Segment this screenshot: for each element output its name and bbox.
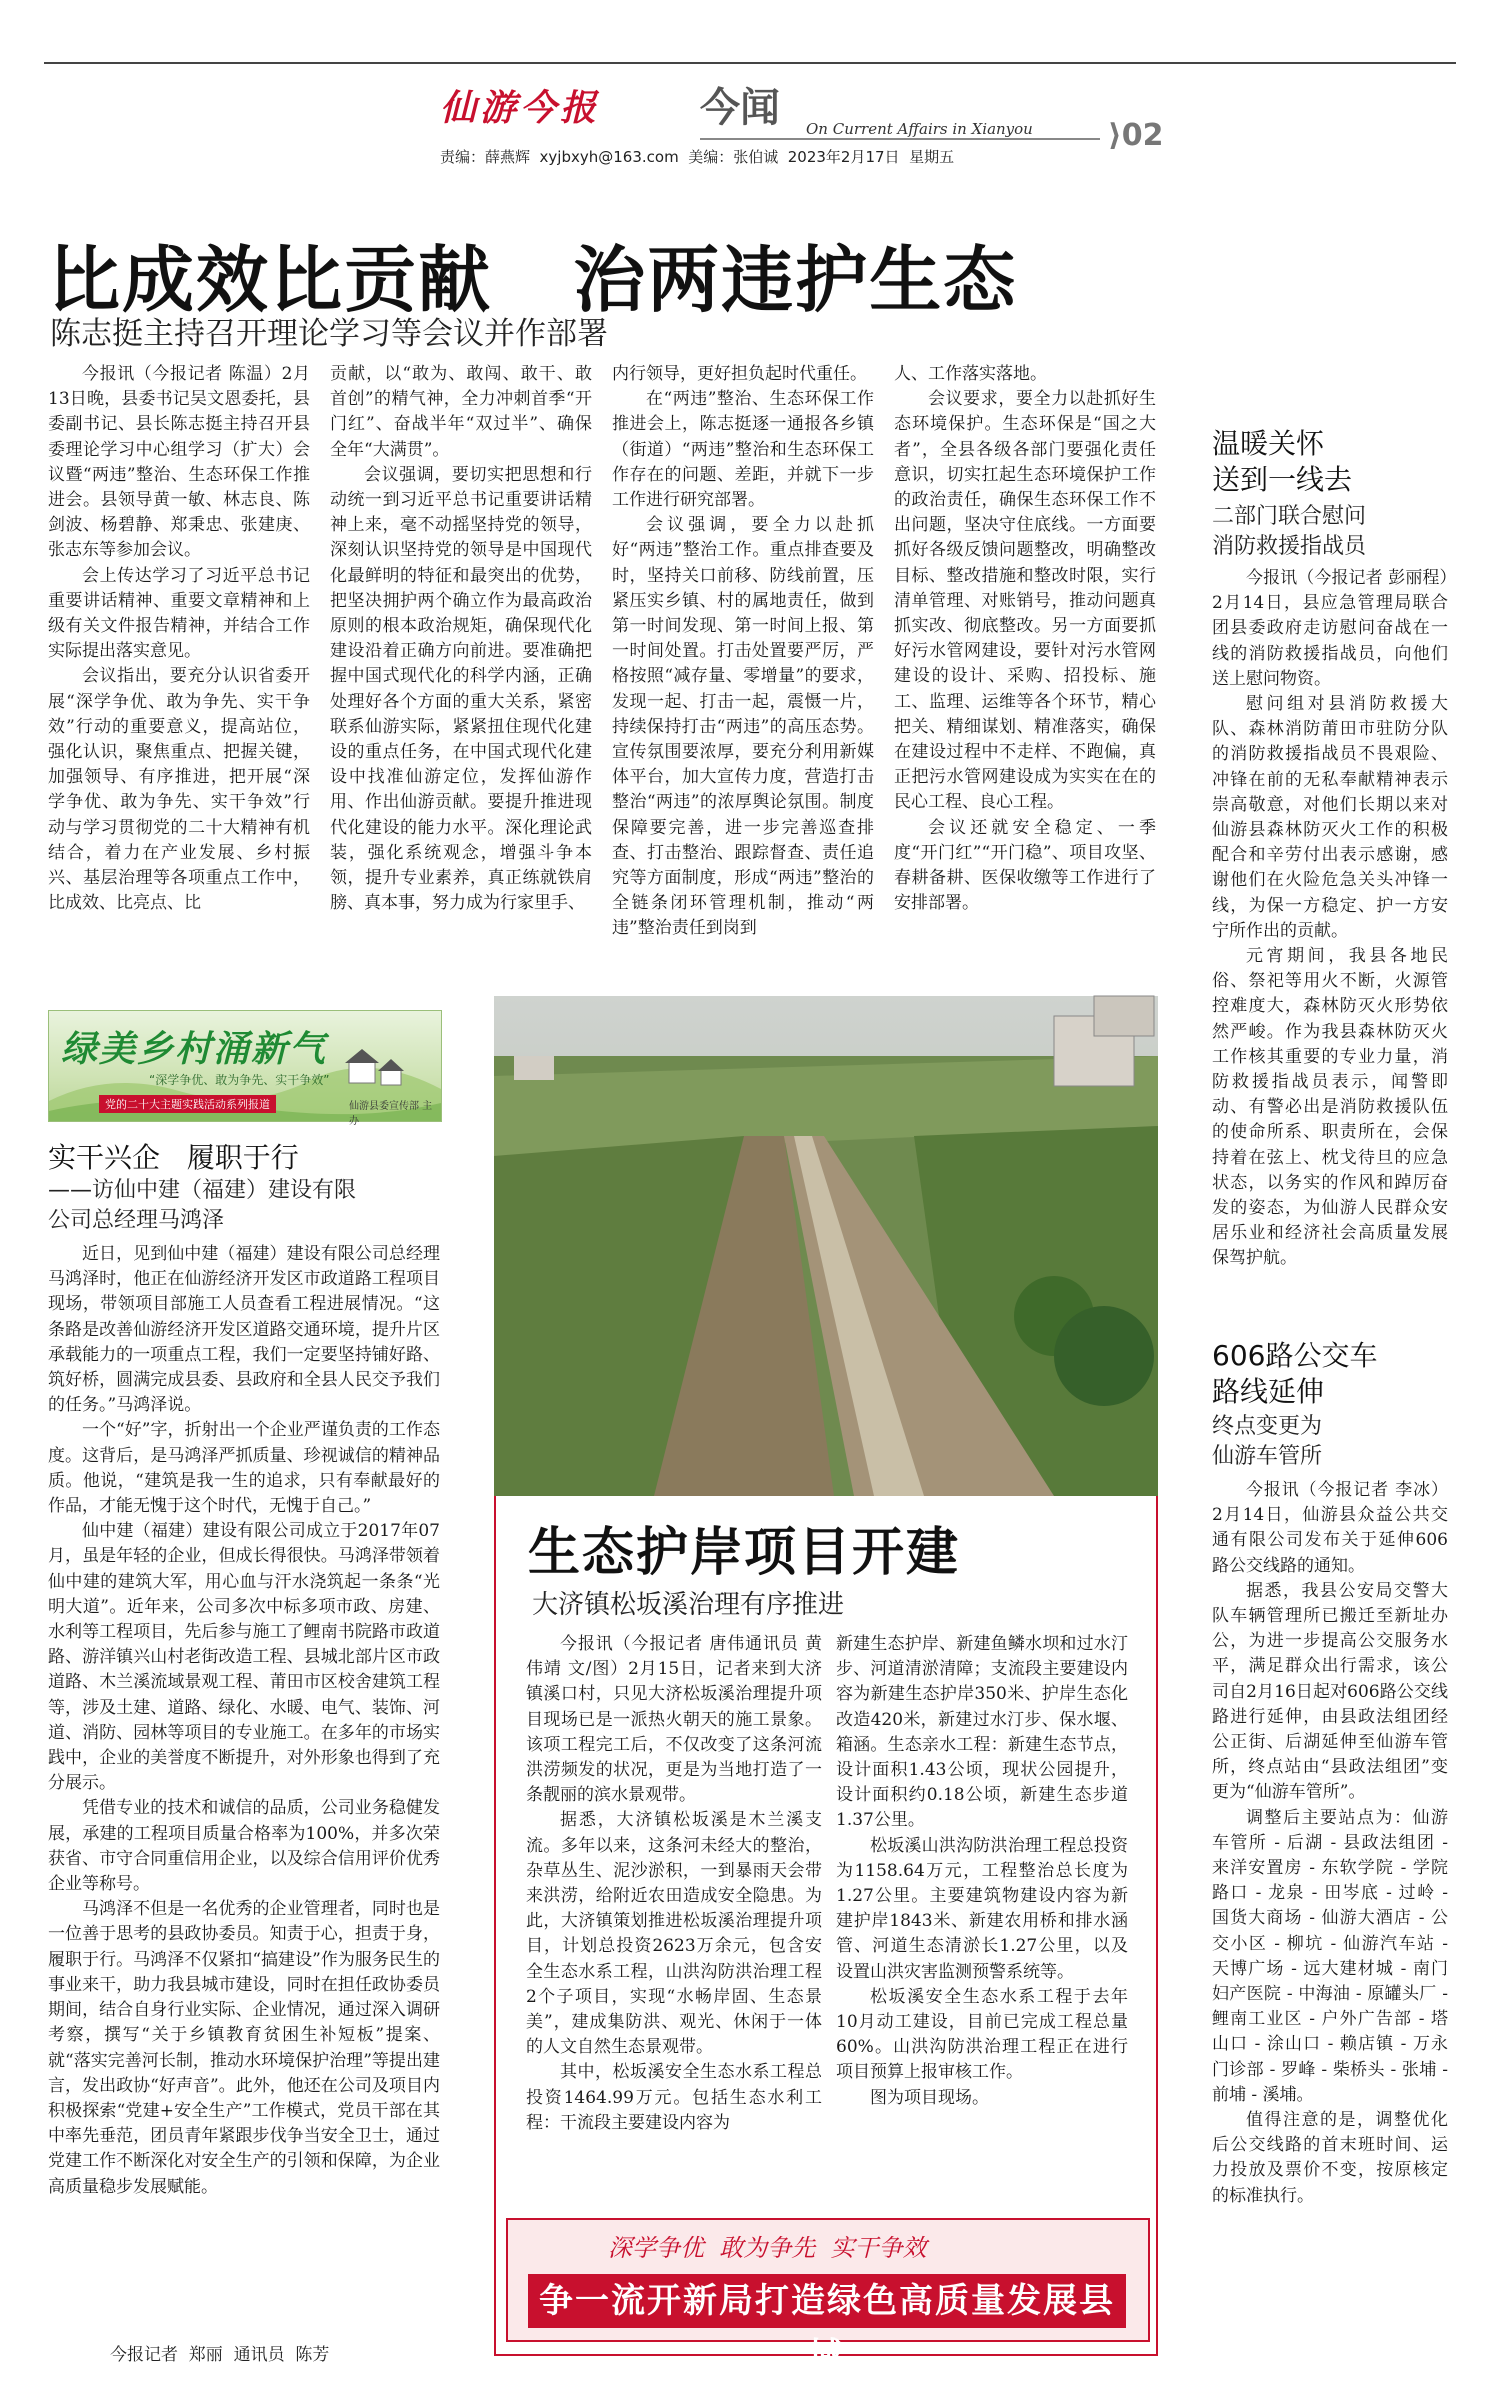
paragraph: 马鸿泽不但是一名优秀的企业管理者，同时也是一位善于思考的县政协委员。知责于心，担责于身，履职于行。马鸿泽不仅紧扣“搞建设”作为服务民生的事业来干，助力我县城市建设，同时在担任政协委员期间，结合自身行业实际、企业情况，通过深入调研考察，撰写“关于乡镇教育贫困生补短板”提案、就“落实完善河长制，推动水环境保护治理”等提出建言，发出政协“好声音”。此外，他还在公司及项目内积极探索“党建+安全生产”工作模式，党员干部在其中率先垂范，团员青年紧跟步伐争当安全卫士，通过党建工作不断深化对安全生产的引领和保障，为企业高质量稳步发展赋能。 bbox=[48, 1899, 440, 2197]
fire-body bbox=[1212, 566, 1448, 1280]
paragraph: 元宵期间，我县各地民俗、祭祀等用火不断，火源管控难度大，森林防灭火形势依然严峻。作为我县森林防灭火工作核其重要的专业力量，消防救援指战员表示，闻警即动、有警必出是消防救援队伍的使命所系、职责所在，会保持着在弦上、枕戈待旦的应急状态，以务实的作风和踔厉奋发的姿态，为仙游人民群众安居乐业和经济社会高质量发展保驾护航。 bbox=[1212, 946, 1448, 1269]
masthead-meta: 责编：薛燕辉 xyjbxyh@163.com 美编：张伯诚 2023年2月17日 星期五 bbox=[440, 148, 955, 166]
rural-banner-series: 党的二十大主题实践活动系列报道 bbox=[99, 1095, 276, 1113]
paragraph: 今报讯（今报记者 唐伟通讯员 黄伟靖 文/图）2月15日，记者来到大济镇溪口村，只见大济松坂溪治理提升项目现场已是一派热火朝天的施工景象。该项工程完工后，不仅改变了这条河流洪涝频发的状况，更是为当地打造了一条靓丽的滨水景观带。 bbox=[526, 1634, 822, 1806]
slogan-bottom: 争一流开新局打造绿色高质量发展县域 bbox=[528, 2274, 1126, 2328]
bus-sub-line-2: 仙游车管所 bbox=[1212, 1444, 1323, 1469]
section-title-en: On Current Affairs in Xianyou bbox=[806, 120, 1033, 138]
paragraph: 会上传达学习了习近平总书记重要讲话精神、重要文章精神和上级有关文件报告精神，并结合工作实际提出落实意见。 bbox=[48, 565, 310, 662]
photo-caption: 图为项目现场。 bbox=[870, 2087, 989, 2108]
paragraph: 内行领导，更好担负起时代重任。 bbox=[612, 364, 867, 384]
paragraph: 近日，见到仙中建（福建）建设有限公司总经理马鸿泽时，他正在仙游经济开发区市政道路工程项目现场，带领项目部施工人员查看工程进展情况。“这条路是改善仙游经济开发区道路交通环境，提升片区承载能力的一项重点工程，我们一定要坚持铺好路、筑好桥，圆满完成县委、县政府和全县人民交予我们的任务。”马鸿泽说。 bbox=[48, 1244, 440, 1416]
paragraph: 贡献，以“敢为、敢闯、敢干、敢首创”的精气神，全力冲刺首季“开门红”、奋战半年“双过半”、确保全年“大满贯”。 bbox=[330, 364, 592, 460]
lead-column-2 bbox=[330, 362, 592, 922]
paragraph: 今报讯（今报记者 李冰）2月14日，仙游县众益公共交通有限公司发布关于延伸606路公交线路的通知。 bbox=[1212, 1480, 1448, 1576]
rural-byline: 今报记者 郑丽 通讯员 陈芳 bbox=[110, 2345, 330, 2365]
section-title: 今闻 bbox=[700, 84, 780, 131]
eco-column-1 bbox=[526, 1632, 822, 2184]
fire-sub-line-1: 二部门联合慰问 bbox=[1212, 504, 1367, 529]
rural-banner-title: 绿美乡村涌新气 bbox=[61, 1028, 328, 1070]
page-number-text: 02 bbox=[1121, 118, 1164, 153]
paragraph: 会议指出，要充分认识省委开展“深学争优、敢为争先、实干争效”行动的重要意义，提高站位，强化认识，聚焦重点、把握关键，加强领导、有序推进，把开展“深学争优、敢为争先、实干争效”行动与学习贯彻党的二十大精神有机结合，着力在产业发展、乡村振兴、基层治理等各项重点工作中，比成效、比亮点、比 bbox=[48, 666, 310, 914]
lead-subheadline: 陈志挺主持召开理论学习等会议并作部署 bbox=[50, 316, 608, 352]
rural-body bbox=[48, 1242, 440, 2340]
bus-body bbox=[1212, 1478, 1448, 2358]
rural-banner bbox=[48, 1010, 442, 1127]
bus-sub-line-1: 终点变更为 bbox=[1212, 1414, 1323, 1439]
eco-column-2 bbox=[836, 1632, 1128, 2184]
lead-column-4 bbox=[894, 362, 1156, 922]
paragraph: 会议强调，要切实把思想和行动统一到习近平总书记重要讲话精神上来，毫不动摇坚持党的领导，深刻认识坚持党的领导是中国现代化最鲜明的特征和最突出的优势，把坚决拥护两个确立作为最高政治原则的根本政治规矩，确保现代化建设沿着正确方向前进。要准确把握中国式现代化的科学内涵，正确处理好各个方面的重大关系，紧密联系仙游实际，紧紧扭住现代化建设的重点任务，在中国式现代化建设中找准仙游定位，发挥仙游作用、作出仙游贡献。要提升推进现代化建设的能力水平。深化理论武装，强化系统观念，增强斗争本领，提升专业素养，真正练就铁肩膀、真本事，努力成为行家里手、 bbox=[330, 464, 592, 914]
lead-column-1 bbox=[48, 362, 310, 922]
bus-title-line-2: 路线延伸 bbox=[1212, 1375, 1325, 1408]
paragraph: 仙中建（福建）建设有限公司成立于2017年07月，虽是年轻的企业，但成长得很快。马鸿泽带领着仙中建的建筑大军，用心血与汗水浇筑起一条条“光明大道”。近年来，公司多次中标多项市政、房建、水利等工程项目，先后参与施工了鲤南书院路市政道路、游洋镇兴山村老街改造工程、县城北部片区市政道路、木兰溪流域景观工程、莆田市区校舍建筑工程等，涉及土建、道路、绿化、水暖、电气、装饰、河道、消防、园林等项目的专业施工。在多年的市场实践中，企业的美誉度不断提升，对外形象也得到了充分展示。 bbox=[48, 1521, 440, 1794]
page-chevron-icon: ⟩ bbox=[1108, 118, 1122, 153]
bus-subheadline bbox=[1212, 1412, 1322, 1472]
paragraph: 会议强调，要全力以赴抓好“两违”整治工作。重点排查要及时，坚持关口前移、防线前置，压紧压实乡镇、村的属地责任，做到第一时间发现、第一时间上报、第一时间处置。打击处置要严厉，严格按照“减存量、零增量”的要求，发现一起、打击一起，震慑一片，持续保持打击“两违”的高压态势。宣传氛围要浓厚，要充分利用新媒体平台，加大宣传力度，营造打击整治“两违”的浓厚舆论氛围。制度保障要完善，进一步完善巡查排查、打击整治、跟踪督查、责任追究等方面制度，形成“两违”整治的全链条闭环管理机制，推动“两违”整治责任到岗到 bbox=[612, 515, 874, 939]
paragraph: 人、工作落实落地。 bbox=[894, 364, 1047, 384]
slogan-top: 深学争优 敢为争先 实干争效 bbox=[608, 2234, 927, 2262]
slogan-banner bbox=[506, 2218, 1150, 2375]
paragraph: 会议还就安全稳定、一季度“开门红”“开门稳”、项目攻坚、春耕备耕、医保收缴等工作进行了安排部署。 bbox=[894, 817, 1156, 914]
paragraph: 据悉，大济镇松坂溪是木兰溪支流。多年以来，这条河未经大的整治，杂草丛生、泥沙淤积，一到暴雨天会带来洪涝，给附近农田造成安全隐患。为此，大济镇策划推进松坂溪治理提升项目，计划总投资2623万余元，包含安全生态水系工程，山洪沟防洪治理工程2个子项目，实现“水畅岸固、生态景美”，建成集防洪、观光、休闲于一体的人文自然生态景观带。 bbox=[526, 1810, 822, 2058]
paragraph: 慰问组对县消防救援大队、森林消防莆田市驻防分队的消防救援指战员不畏艰险、冲锋在前的无私奉献精神表示崇高敬意，对他们长期以来对仙游县森林防灭火工作的积极配合和辛劳付出表示感谢，感谢他们在火险危急关头冲锋一线，为保一方稳定、护一方安宁所作出的贡献。 bbox=[1212, 694, 1448, 941]
fire-title-line-1: 温暖关怀 bbox=[1212, 427, 1325, 460]
paragraph: 值得注意的是，调整优化后公交线路的首末班时间、运力投放及票价不变，按原核定的标准执行。 bbox=[1212, 2110, 1448, 2206]
eco-subheadline: 大济镇松坂溪治理有序推进 bbox=[532, 1590, 845, 1620]
page-number bbox=[1108, 118, 1163, 153]
bus-title-line-1: 606路公交车 bbox=[1212, 1339, 1378, 1372]
paragraph: 一个“好”字，折射出一个企业严谨负责的工作态度。这背后，是马鸿泽严抓质量、珍视诚信的精神品质。他说，“建筑是我一生的追求，只有奉献最好的作品，才能无愧于这个时代，无愧于自己。” bbox=[48, 1420, 440, 1517]
rural-subheadline bbox=[48, 1176, 356, 1236]
paragraph: 松坂溪山洪沟防洪治理工程总投资为1158.64万元，工程整治总长度为1.27公里。主要建筑物建设内容为新建护岸1843米、新建农用桥和排水涵管、河道生态清淤长1.27公里，以及设置山洪灾害监测预警系统等。 bbox=[836, 1835, 1128, 1982]
rural-headline: 实干兴企 履职于行 bbox=[48, 1141, 299, 1174]
fire-headline bbox=[1212, 426, 1352, 498]
paragraph: 在“两违”整治、生态环保工作推进会上，陈志挺逐一通报各乡镇（街道）“两违”整治和生态环保工作存在的问题、差距，并就下一步工作进行研究部署。 bbox=[612, 389, 874, 511]
river-project-photo bbox=[494, 996, 1158, 1496]
rural-banner-org: 仙游县委宣传部 主办 bbox=[349, 1101, 433, 1127]
bus-headline bbox=[1212, 1338, 1377, 1410]
rural-banner-small: “深学争优、敢为争先、实干争效” bbox=[149, 1073, 330, 1087]
paragraph: 调整后主要站点为：仙游车管所 - 后湖 - 县政法组团 - 来洋安置房 - 东软学院 - 学院路口 - 龙泉 - 田岑底 - 过岭 - 国货大商场 - 仙游大酒店 - 公交小区 - 柳坑 - 仙游汽车站 - 天博广场 - 远大建材城 - 南门妇产医院 - 中海油 - 原罐头厂 - 鲤南工业区 - 户外广告部 - 塔山口 - 涂山口 - 赖店镇 - 万永门诊部 - 罗峰 - 柴桥头 - 张埔 - 前埔 - 溪埔。 bbox=[1212, 1807, 1448, 2105]
paragraph: 新建生态护岸、新建鱼鳞水坝和过水汀步、河道清淤清障；支流段主要建设内容为新建生态护岸350米、护岸生态化改造420米，新建过水汀步、保水堰、箱涵。生态亲水工程：新建生态节点，设计面积1.43公顷，现状公园提升，设计面积约0.18公顷，新建生态步道1.37公里。 bbox=[836, 1634, 1128, 1831]
paragraph: 据悉，我县公安局交警大队车辆管理所已搬迁至新址办公，为进一步提高公交服务水平，满足群众出行需求，该公司自2月16日起对606路公交线路进行延伸，由县政法组团经公正街、后湖延伸至仙游车管所，终点站由“县政法组团”变更为“仙游车管所”。 bbox=[1212, 1580, 1448, 1803]
paragraph: 其中，松坂溪安全生态水系工程总投资1464.99万元。包括生态水利工程：干流段主要建设内容为 bbox=[526, 2062, 822, 2133]
paragraph: 会议要求，要全力以赴抓好生态环境保护。生态环保是“国之大者”，全县各级各部门要强化责任意识，切实扛起生态环境保护工作的政治责任，确保生态环保工作不出问题，坚决守住底线。一方面要抓好各级反馈问题整改，明确整改目标、整改措施和整改时限，实行清单管理、对账销号，推动问题真抓实改、彻底整改。另一方面要抓好污水管网建设，要针对污水管网建设的设计、采购、招投标、施工、监理、运维等各个环节，精心把关、精细谋划、精准落实，确保在建设过程中不走样、不跑偏，真正把污水管网建设成为实实在在的民心工程、良心工程。 bbox=[894, 389, 1156, 813]
paragraph: 松坂溪安全生态水系工程于去年10月动工建设，目前已完成工程总量60%。山洪沟防洪治理工程正在进行项目预算上报审核工作。 bbox=[836, 1986, 1128, 2083]
fire-title-line-2: 送到一线去 bbox=[1212, 463, 1353, 496]
paragraph: 今报讯（今报记者 彭丽程）2月14日，县应急管理局联合团县委政府走访慰问奋战在一线的消防救援指战员，向他们送上慰问物资。 bbox=[1212, 568, 1448, 689]
paper-logo: 仙游今报 bbox=[440, 87, 601, 129]
lead-column-3 bbox=[612, 362, 874, 939]
eco-headline: 生态护岸项目开建 bbox=[528, 1523, 961, 1583]
fire-subheadline bbox=[1212, 502, 1366, 562]
rural-sub-line-1: ——访仙中建（福建）建设有限 bbox=[48, 1178, 357, 1203]
paragraph: 今报讯（今报记者 陈温）2月13日晚，县委书记吴文恩委托，县委副书记、县长陈志挺主持召开县委理论学习中心组学习（扩大）会议暨“两违”整治、生态环保工作推进会。县领导黄一敏、林志良、陈剑波、杨碧静、郑秉忠、张建庚、张志东等参加会议。 bbox=[48, 364, 310, 561]
paragraph: 凭借专业的技术和诚信的品质，公司业务稳健发展，承建的工程项目质量合格率为100%，并多次荣获省、市守合同重信用企业，以及综合信用评价优秀企业等称号。 bbox=[48, 1798, 440, 1895]
fire-sub-line-2: 消防救援指战员 bbox=[1212, 534, 1367, 559]
river-photo-illustration bbox=[494, 996, 1158, 1496]
lead-headline: 比成效比贡献 治两违护生态 bbox=[48, 238, 1018, 322]
rural-sub-line-2: 公司总经理马鸿泽 bbox=[48, 1208, 225, 1233]
